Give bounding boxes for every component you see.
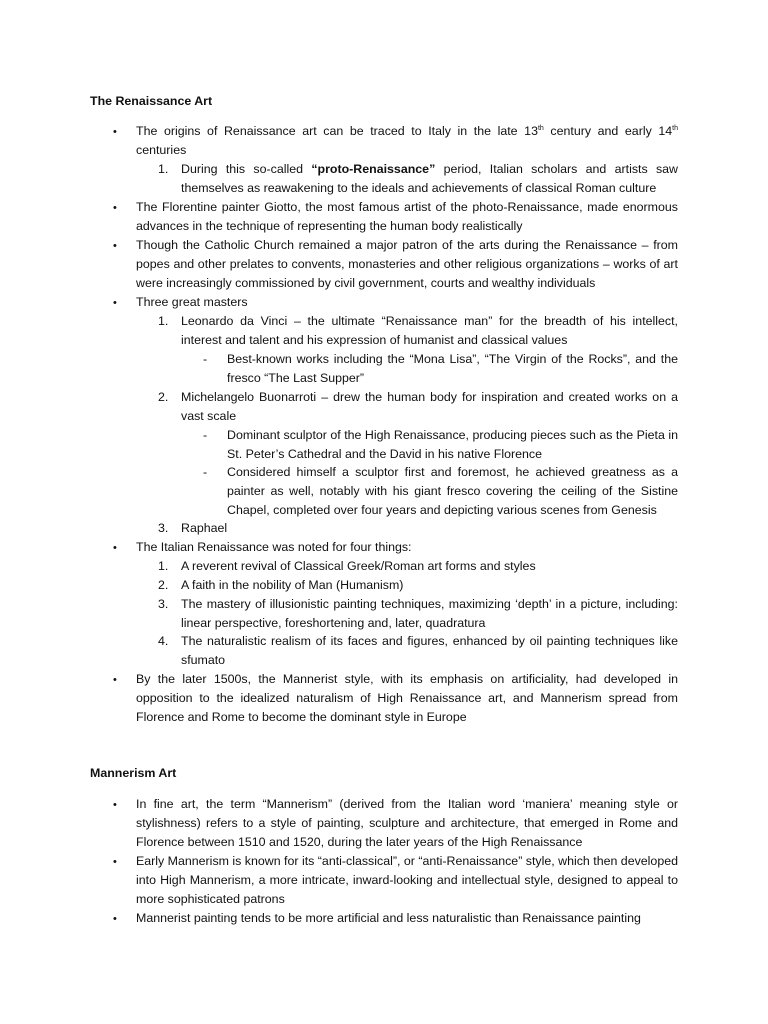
list-item-humanism [181, 576, 678, 595]
bullet-marker: • [113, 297, 117, 309]
bullet-later-1500s [136, 670, 678, 727]
list-number: 3. [158, 521, 169, 535]
michelangelo-sculptor-text: Dominant sculptor of the High Renaissance, producing pieces such as the Pieta in St. Peter’s Cathedral and the David in his native Florence [227, 428, 678, 461]
dash-marker: - [203, 465, 208, 479]
bullet-early-mannerism [136, 852, 678, 909]
dash-marker: - [203, 352, 208, 366]
early-mannerism-text: Early Mannerism is known for its “anti-classical”, or “anti-Renaissance” style, which then developed into High Mannerism, a more intricate, inward-looking and intellectual style, designed to appeal to more sophisticated patrons [136, 854, 678, 906]
list-item-revival [181, 557, 678, 576]
bullet-three-masters [136, 293, 678, 312]
michelangelo-painter-text: Considered himself a sculptor first and foremost, he achieved greatness as a painter as well, notably with his giant fresco covering the ceiling of the Sistine Chapel, completed over four years and depicting various scenes from Genesis [227, 465, 678, 517]
proto-text-end: period, Italian scholars and artists saw themselves as reawakening to the ideals and achievements of classical Roman culture [181, 162, 679, 195]
list-number: 4. [158, 634, 169, 648]
list-item-illusionistic [181, 595, 678, 633]
humanism-text: A faith in the nobility of Man (Humanism) [181, 578, 404, 592]
list-item-proto-renaissance [181, 160, 678, 198]
proto-text-start: During this so-called [181, 162, 312, 176]
bullet-marker: • [113, 126, 117, 138]
list-number: 2. [158, 578, 169, 592]
list-item-naturalistic [181, 632, 678, 670]
bullet-marker: • [113, 674, 117, 686]
mannerism-term-text: In fine art, the term “Mannerism” (derived from the Italian word ‘maniera’ meaning style or stylishness) refers to a style of painting, sculpture and architecture, that emerged in Rome and Florence between 1510 and 1520, during the later years of the High Renaissance [136, 797, 678, 849]
naturalistic-text: The naturalistic realism of its faces and figures, enhanced by oil painting techniques like sfumato [181, 634, 678, 667]
list-number: 1. [158, 559, 169, 573]
list-number: 1. [158, 314, 169, 328]
dash-marker: - [203, 428, 208, 442]
list-number: 3. [158, 597, 169, 611]
list-item-raphael [181, 519, 678, 538]
sub-item-michelangelo-painter [227, 463, 678, 520]
bullet-four-things [136, 538, 678, 557]
three-masters-text: Three great masters [136, 295, 248, 309]
bullet-giotto [136, 198, 678, 236]
list-item-michelangelo [181, 388, 678, 426]
sub-item-michelangelo-sculptor [227, 426, 678, 464]
origins-text-start: The origins of Renaissance art can be traced to Italy in the late 13 [136, 124, 538, 138]
bullet-marker: • [113, 856, 117, 868]
list-number: 2. [158, 390, 169, 404]
section-heading-mannerism: Mannerism Art [90, 766, 177, 780]
bullet-marker: • [113, 542, 117, 554]
proto-renaissance-term: “proto-Renaissance” [311, 162, 436, 176]
ordinal-suffix: th [537, 125, 544, 132]
later-1500s-text: By the later 1500s, the Mannerist style, with its emphasis on artificiality, had developed in opposition to the idealized naturalism of High Renaissance art, and Mannerism spread from Florence and Rome to become the dominant style in Europe [136, 672, 678, 724]
leonardo-text: Leonardo da Vinci – the ultimate “Renaissance man” for the breadth of his intellect, interest and talent and his expression of humanist and classical values [181, 314, 678, 347]
bullet-mannerism-term [136, 795, 678, 852]
bullet-marker: • [113, 913, 117, 925]
sub-item-leonardo-works [227, 350, 678, 388]
bullet-catholic-church [136, 236, 678, 293]
illusionistic-text: The mastery of illusionistic painting techniques, maximizing ‘depth’ in a picture, including: linear perspective, foreshortening and, later, quadratura [181, 597, 678, 630]
michelangelo-text: Michelangelo Buonarroti – drew the human body for inspiration and created works on a vast scale [181, 390, 678, 423]
giotto-text: The Florentine painter Giotto, the most famous artist of the photo-Renaissance, made enormous advances in the technique of representing the human body realistically [136, 200, 678, 233]
bullet-marker: • [113, 202, 117, 214]
bullet-mannerist-painting [136, 909, 678, 928]
leonardo-works-text: Best-known works including the “Mona Lisa”, “The Virgin of the Rocks”, and the fresco “The Last Supper” [227, 352, 678, 385]
list-item-leonardo [181, 312, 678, 350]
section-heading-renaissance: The Renaissance Art [90, 94, 213, 108]
raphael-text: Raphael [181, 521, 228, 535]
mannerist-painting-text: Mannerist painting tends to be more artificial and less naturalistic than Renaissance painting [136, 911, 641, 925]
bullet-marker: • [113, 240, 117, 252]
bullet-marker: • [113, 799, 117, 811]
ordinal-suffix: th [672, 125, 678, 132]
origins-text-end: centuries [136, 143, 187, 157]
revival-text: A reverent revival of Classical Greek/Roman art forms and styles [181, 559, 536, 573]
origins-text-middle: century and early 14 [543, 124, 673, 138]
list-number: 1. [158, 162, 169, 176]
four-things-text: The Italian Renaissance was noted for four things: [136, 540, 412, 554]
bullet-origins [136, 122, 678, 160]
catholic-church-text: Though the Catholic Church remained a major patron of the arts during the Renaissance – from popes and other prelates to convents, monasteries and other religious organizations – works of art were increasingly commissioned by civil government, courts and wealthy individuals [136, 238, 678, 290]
